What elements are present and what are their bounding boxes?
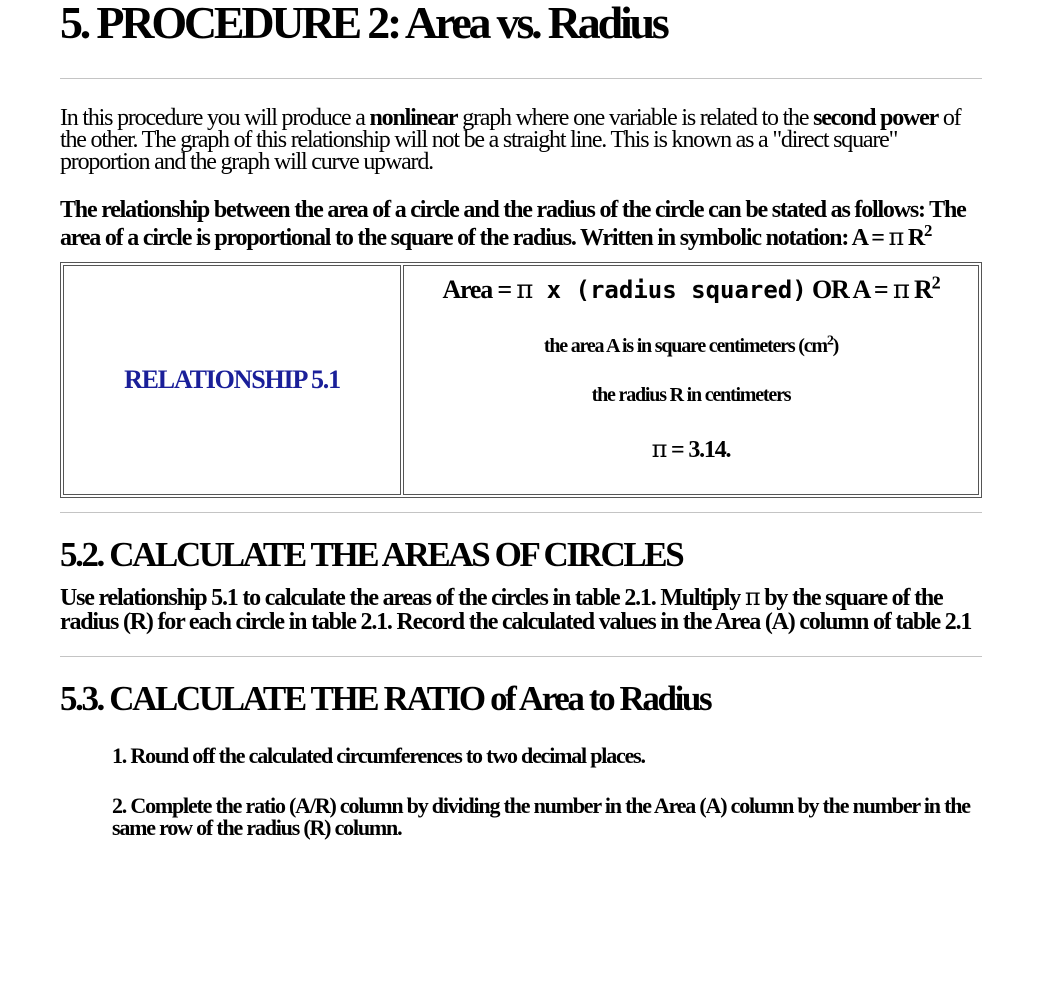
pi-symbol: π <box>888 223 904 251</box>
list-item: 2. Complete the ratio (A/R) column by dividing the number in the Area (A) column by the number in the same row of the radius (R) column. <box>112 793 970 840</box>
relationship-table <box>60 262 982 498</box>
area-units-close: ) <box>832 335 839 357</box>
intro-paragraph <box>60 107 982 173</box>
pi-value: = 3.14. <box>666 437 731 463</box>
exponent: 2 <box>931 272 940 293</box>
eq-r: R <box>908 275 932 304</box>
pi-symbol: π <box>651 435 667 463</box>
eq-prefix: Area = <box>442 275 517 304</box>
divider <box>60 78 982 79</box>
eq-or: OR A = <box>806 275 893 304</box>
list-item: 1. Round off the calculated circumferences to two decimal places. <box>112 743 645 768</box>
relationship-label: RELATIONSHIP 5.1 <box>63 265 401 495</box>
section-5-3-heading: 5.3. CALCULATE THE RATIO of Area to Radius <box>60 679 711 718</box>
section-5-2-paragraph <box>60 585 982 634</box>
intro-bold-nonlinear: nonlinear <box>369 105 458 131</box>
pi-symbol: π <box>516 275 533 305</box>
pi-value-line <box>405 435 977 464</box>
relationship-content <box>403 265 979 495</box>
divider <box>60 512 982 513</box>
exponent: 2 <box>826 333 833 349</box>
relationship-r: R <box>903 225 924 251</box>
exponent: 2 <box>924 221 932 240</box>
eq-radius-squared: x (radius squared) <box>532 276 807 304</box>
page-title: 5. PROCEDURE 2: Area vs. Radius <box>60 0 667 48</box>
intro-text-2: graph where one variable is related to the <box>457 105 814 131</box>
radius-units-line: the radius R in centimeters <box>591 384 791 406</box>
area-equation <box>405 272 977 305</box>
intro-bold-power: power <box>880 105 939 131</box>
intro-text-3: of the other. The graph of this relationship will not be a straight line. This is known as a "direct square" proportion and the graph will curve upward. <box>60 105 961 175</box>
steps-list <box>60 745 982 839</box>
pi-symbol: π <box>744 583 760 611</box>
section-5-2-text-a: Use relationship 5.1 to calculate the areas of the circles in table 2.1. Multiply <box>60 585 745 611</box>
pi-symbol: π <box>892 275 909 305</box>
relationship-text: The relationship between the area of a circle and the radius of the circle can be stated as follows: The area of a circle is proportional to the square of the radius. Written in symbolic notation: A = <box>60 197 966 251</box>
section-5-2-heading: 5.2. CALCULATE THE AREAS OF CIRCLES <box>60 535 683 574</box>
area-units-line <box>405 335 977 358</box>
area-units-text: the area A is in square centimeters (cm <box>543 335 827 357</box>
intro-text-1: In this procedure you will produce a <box>60 105 370 131</box>
intro-bold-second: second <box>813 105 876 131</box>
relationship-paragraph <box>60 197 982 252</box>
divider <box>60 656 982 657</box>
section-5-2-text-b: by the square of the radius (R) for each circle in table 2.1. Record the calculated values in the Area (A) column of table 2.1 <box>60 585 972 635</box>
